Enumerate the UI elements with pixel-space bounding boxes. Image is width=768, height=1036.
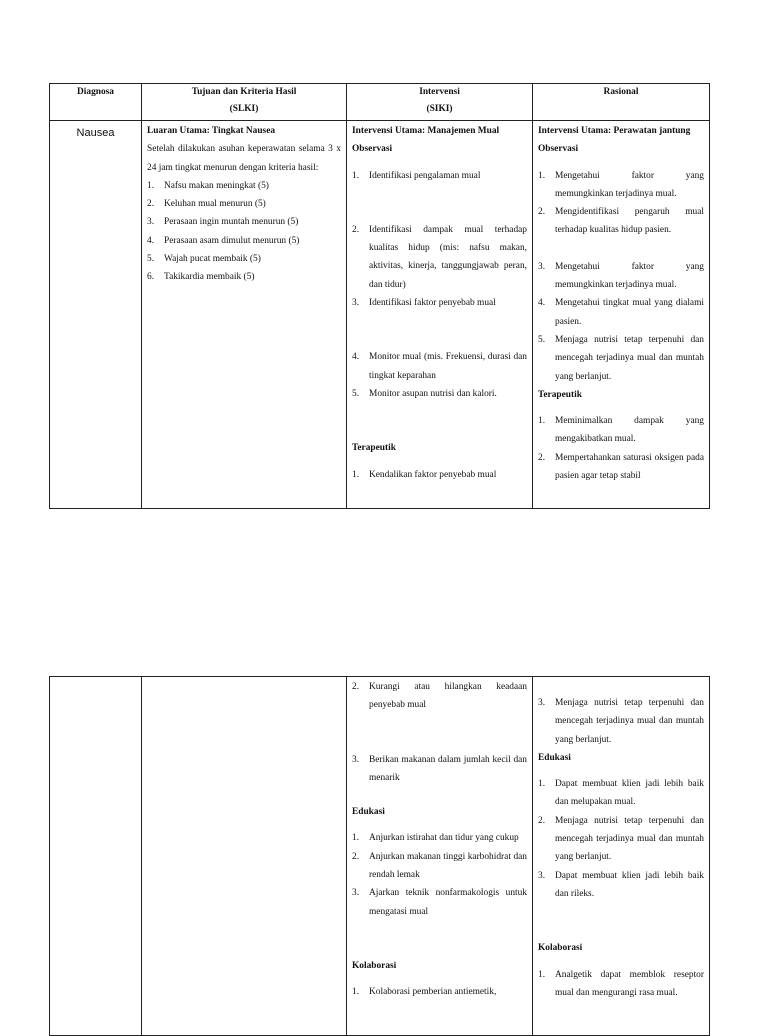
list-item: 1. Kendalikan faktor penyebab mual [352, 469, 497, 480]
observasi-list [352, 167, 527, 404]
list-item: 2. Identifikasi dampak mual terhadap kualitas hidup (mis: nafsu makan, aktivitas, kinerja, tanggungjawab peran, dan tidur) [352, 224, 527, 290]
list-item: 2. Menjaga nutrisi tetap terpenuhi dan mencegah terjadinya mual dan muntah yang berlanjut. [538, 815, 704, 863]
list-item: 1. Analgetik dapat memblok reseptor mual dan mengurangi rasa mual. [538, 969, 704, 998]
rasional-terapeutik-list-continued [538, 694, 704, 749]
list-item: 3. Menjaga nutrisi tetap terpenuhi dan mencegah terjadinya mual dan muntah yang berlanjut. [538, 698, 704, 745]
rasional-kolaborasi-heading: Kolaborasi [538, 943, 583, 954]
intervensi-title: Intervensi Utama: Manajemen Mual [352, 126, 500, 136]
list-item: 3. Identifikasi faktor penyebab mual [352, 298, 496, 309]
header-tujuan: Tujuan dan Kriteria Hasil (SLKI) [142, 84, 347, 121]
intervensi-cell-continued [347, 677, 533, 1036]
nursing-plan-table-page-1 [49, 83, 710, 509]
list-item: 5. Wajah pucat membaik (5) [147, 254, 261, 265]
tujuan-title: Luaran Utama: Tingkat Nausea [147, 126, 276, 136]
list-item: 6. Takikardia membaik (5) [147, 272, 255, 283]
edukasi-heading: Edukasi [352, 807, 385, 818]
nursing-plan-table-page-2 [49, 676, 710, 1036]
list-item: 3. Berikan makanan dalam jumlah kecil dan menarik [352, 754, 527, 783]
list-item: 1. Mengetahui faktor yang memungkinkan terjadinya mual. [538, 170, 704, 199]
rasional-observasi-heading: Observasi [538, 144, 579, 155]
terapeutik-heading: Terapeutik [352, 443, 396, 454]
list-item: 1. Nafsu makan meningkat (5) [147, 180, 269, 191]
rasional-kolaborasi-list [538, 966, 704, 1003]
list-item: 4. Monitor mual (mis. Frekuensi, durasi dan tingkat keparahan [352, 352, 527, 381]
list-item: 2. Kurangi atau hilangkan keadaan penyebab mual [352, 682, 527, 711]
list-item: 5. Monitor asupan nutrisi dan kalori. [352, 388, 497, 399]
list-item: 1. Kolaborasi pemberian antiemetik, [352, 987, 497, 998]
edukasi-list [352, 829, 527, 920]
header-diagnosa: Diagnosa [50, 84, 142, 121]
list-item: 1. Meminimalkan dampak yang mengakibatkan mual. [538, 416, 704, 445]
header-rasional: Rasional [533, 84, 710, 121]
list-item: 5. Menjaga nutrisi tetap terpenuhi dan mencegah terjadinya mual dan muntah yang berlanjut. [538, 334, 704, 382]
list-item: 3. Dapat membuat klien jadi lebih baik dan rileks. [538, 870, 704, 899]
rasional-cell [533, 121, 710, 509]
list-item: 3. Ajarkan teknik nonfarmakologis untuk mengatasi mual [352, 888, 527, 917]
list-item: 1. Anjurkan istirahat dan tidur yang cukup [352, 833, 519, 844]
terapeutik-list-continued [352, 678, 527, 787]
list-item: 2. Keluhan mual menurun (5) [147, 199, 266, 210]
tujuan-intro: Setelah dilakukan asuhan keperawatan selama 3 x 24 jam tingkat menurun dengan kriteria hasil: [147, 144, 341, 173]
list-item: 3. Perasaan ingin muntah menurun (5) [147, 217, 299, 228]
kolaborasi-heading: Kolaborasi [352, 960, 397, 971]
intervensi-cell [347, 121, 533, 509]
rasional-title: Intervensi Utama: Perawatan jantung [538, 126, 691, 136]
diagnosis-cell-continued [50, 677, 142, 1036]
tujuan-cell [142, 121, 347, 509]
table-row [50, 121, 710, 509]
terapeutik-list [352, 466, 527, 484]
diagnosis-text: Nausea [76, 127, 115, 139]
list-item: 1. Identifikasi pengalaman mual [352, 170, 481, 181]
list-item: 4. Perasaan asam dimulut menurun (5) [147, 235, 300, 246]
list-item: 4. Mengetahui tingkat mual yang dialami pasien. [538, 298, 704, 327]
rasional-cell-continued [533, 677, 710, 1036]
header-intervensi: Intervensi (SIKI) [347, 84, 533, 121]
rasional-edukasi-heading: Edukasi [538, 752, 571, 763]
list-item: 1. Dapat membuat klien jadi lebih baik dan melupakan mual. [538, 779, 704, 808]
table-header-row [50, 84, 710, 121]
list-item: 2. Anjurkan makanan tinggi karbohidrat dan rendah lemak [352, 851, 527, 881]
rasional-terapeutik-heading: Terapeutik [538, 389, 582, 400]
diagnosis-cell [50, 121, 142, 509]
rasional-terapeutik-list [538, 412, 704, 485]
rasional-edukasi-list [538, 775, 704, 903]
observasi-heading: Observasi [352, 144, 393, 155]
list-item: 2. Mempertahankan saturasi oksigen pada pasien agar tetap stabil [538, 452, 704, 482]
list-item: 2. Mengidentifikasi pengaruh mual terhadap kualitas hidup pasien. [538, 207, 704, 236]
rasional-observasi-list [538, 167, 704, 386]
kriteria-list [147, 177, 341, 287]
list-item: 3. Mengetahui faktor yang memungkinkan terjadinya mual. [538, 261, 704, 291]
table-row [50, 677, 710, 1036]
kolaborasi-list [352, 983, 527, 1001]
tujuan-cell-continued [142, 677, 347, 1036]
